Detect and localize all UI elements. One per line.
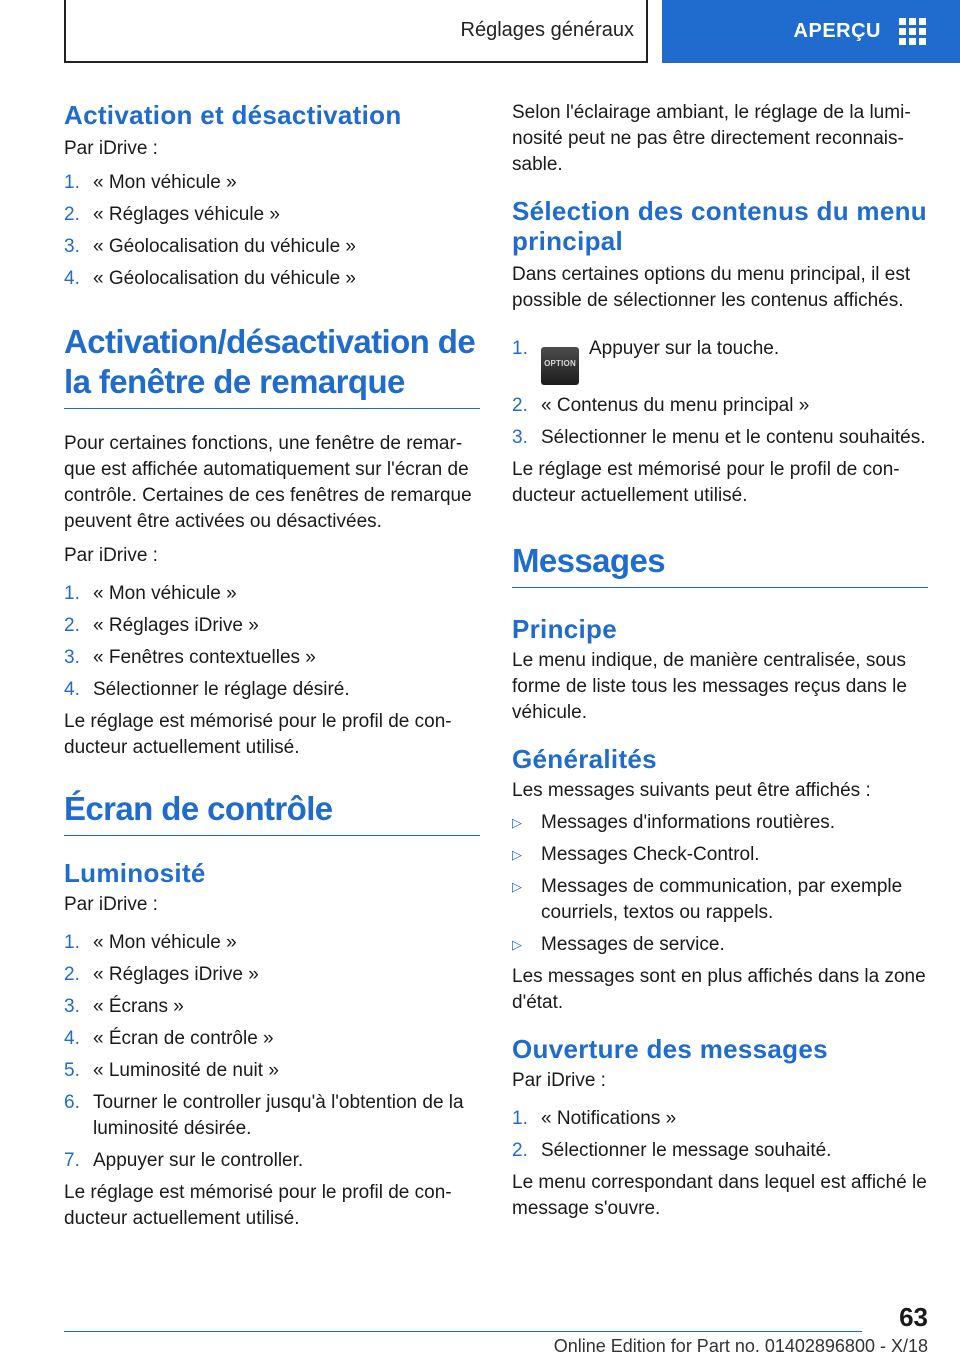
section-tab[interactable] — [64, 0, 648, 63]
apercu-button[interactable] — [662, 0, 960, 63]
heading-luminosite: Luminosité — [64, 858, 206, 888]
left-column — [64, 100, 480, 1240]
heading-remarque: Activation/désactivation de la fenêtre de remarque — [64, 322, 480, 409]
list-item: 1. « Mon véhicule » — [64, 172, 237, 193]
generalites-note: Les messages sont en plus affichés dans la zone d'état. — [512, 966, 926, 1013]
section-title: Réglages généraux — [460, 19, 634, 41]
triangle-bullet-icon: ▷ — [512, 937, 522, 952]
heading-messages: Messages — [512, 541, 928, 588]
footer-divider — [64, 1331, 862, 1332]
ouverture-note: Le menu correspondant dans lequel est affiché le message s'ouvre. — [512, 1172, 927, 1219]
heading-ecran: Écran de contrôle — [64, 789, 480, 836]
heading-ouverture: Ouverture des messages — [512, 1034, 828, 1064]
remarque-note: Le réglage est mémorisé pour le profil de conducteur actuellement utilisé. — [64, 711, 452, 758]
heading-generalites: Généralités — [512, 744, 657, 774]
list-item: 2. « Réglages véhicule » — [64, 204, 280, 225]
page-number: 63 — [899, 1302, 928, 1332]
luminosite-note: Le réglage est mémorisé pour le profil de conducteur actuellement utilisé. — [64, 1182, 452, 1229]
triangle-bullet-icon: ▷ — [512, 815, 522, 830]
apercu-label: APERÇU — [793, 20, 881, 42]
selection-note: Le réglage est mémorisé pour le profil de conducteur actuellement utilisé. — [512, 459, 900, 506]
list-item: ▷ Messages Check-Control. — [512, 842, 928, 868]
list-item: 3. Sélectionner le menu et le contenu souhaités. — [512, 427, 926, 448]
selection-body: Dans certaines options du menu principal, il est possible de sélectionner les contenus affichés. — [512, 264, 911, 311]
list-item: ▷ Messages de communication, par exemple courriels, textos ou rappels. — [512, 874, 928, 926]
list-item: 2. « Contenus du menu principal » — [512, 395, 810, 416]
list-item: 7. Appuyer sur le controller. — [64, 1150, 304, 1171]
edition-footer: Online Edition for Part no. 01402896800 - X/18 — [553, 1336, 928, 1356]
heading-principe: Principe — [512, 614, 617, 644]
list-item: 2. « Réglages iDrive » — [64, 615, 259, 636]
luminosite-intro: Par iDrive : — [64, 894, 158, 915]
generalites-intro: Les messages suivants peut être affichés : — [512, 780, 871, 801]
list-item: 3. « Géolocalisation du véhicule » — [64, 236, 357, 257]
remarque-body: Pour certaines fonctions, une fenêtre de remarque est affichée automatiquement sur l'écran de contrôle. Certaines de ces fenêtres de remarque peuvent être activées ou désactivées. — [64, 433, 472, 532]
luminosite-steps — [64, 930, 480, 1174]
heading-selection: Sélection des contenus du menu principal — [512, 196, 927, 256]
list-item: 2. Sélectionner le message souhaité. — [512, 1140, 832, 1161]
list-item: 4. « Géolocalisation du véhicule » — [64, 268, 357, 289]
list-item: 2. « Réglages iDrive » — [64, 964, 259, 985]
list-item: ▷ Messages de service. — [512, 932, 928, 958]
triangle-bullet-icon: ▷ — [512, 847, 522, 862]
grid-menu-icon — [899, 18, 926, 45]
list-item: 4. Sélectionner le réglage désiré. — [64, 679, 350, 700]
list-item: 1. « Mon véhicule » — [64, 932, 237, 953]
selection-steps — [512, 330, 928, 451]
list-item: 5. « Luminosité de nuit » — [64, 1060, 279, 1081]
generalites-bullets — [512, 810, 928, 958]
ouverture-steps — [512, 1106, 928, 1164]
activation-steps — [64, 170, 480, 292]
ouverture-intro: Par iDrive : — [512, 1070, 606, 1091]
right-column — [512, 100, 928, 1230]
principe-body: Le menu indique, de manière centralisée, sous forme de liste tous les messages reçus dans le véhicule. — [512, 650, 907, 723]
remarque-steps — [64, 581, 480, 703]
triangle-bullet-icon: ▷ — [512, 879, 522, 894]
option-key-icon: OPTION — [541, 347, 579, 385]
list-item: 4. « Écran de contrôle » — [64, 1028, 274, 1049]
list-item: 3. « Écrans » — [64, 996, 184, 1017]
ambient-note: Selon l'éclairage ambiant, le réglage de la luminosité peut ne pas être directement reconnaissable. — [512, 102, 911, 175]
list-item: 3. « Fenêtres contextuelles » — [64, 647, 316, 668]
list-item: 1. « Mon véhicule » — [64, 583, 237, 604]
heading-activation: Activation et désactivation — [64, 100, 402, 130]
activation-intro: Par iDrive : — [64, 138, 158, 159]
list-item: 1. « Notifications » — [512, 1108, 677, 1129]
list-item: ▷ Messages d'informations routières. — [512, 810, 928, 836]
list-item: 6. Tourner le controller jusqu'à l'obtention de la luminosité désirée. — [64, 1092, 464, 1139]
remarque-intro: Par iDrive : — [64, 545, 158, 566]
list-item: 1. OPTIONAppuyer sur la touche. — [512, 330, 928, 385]
